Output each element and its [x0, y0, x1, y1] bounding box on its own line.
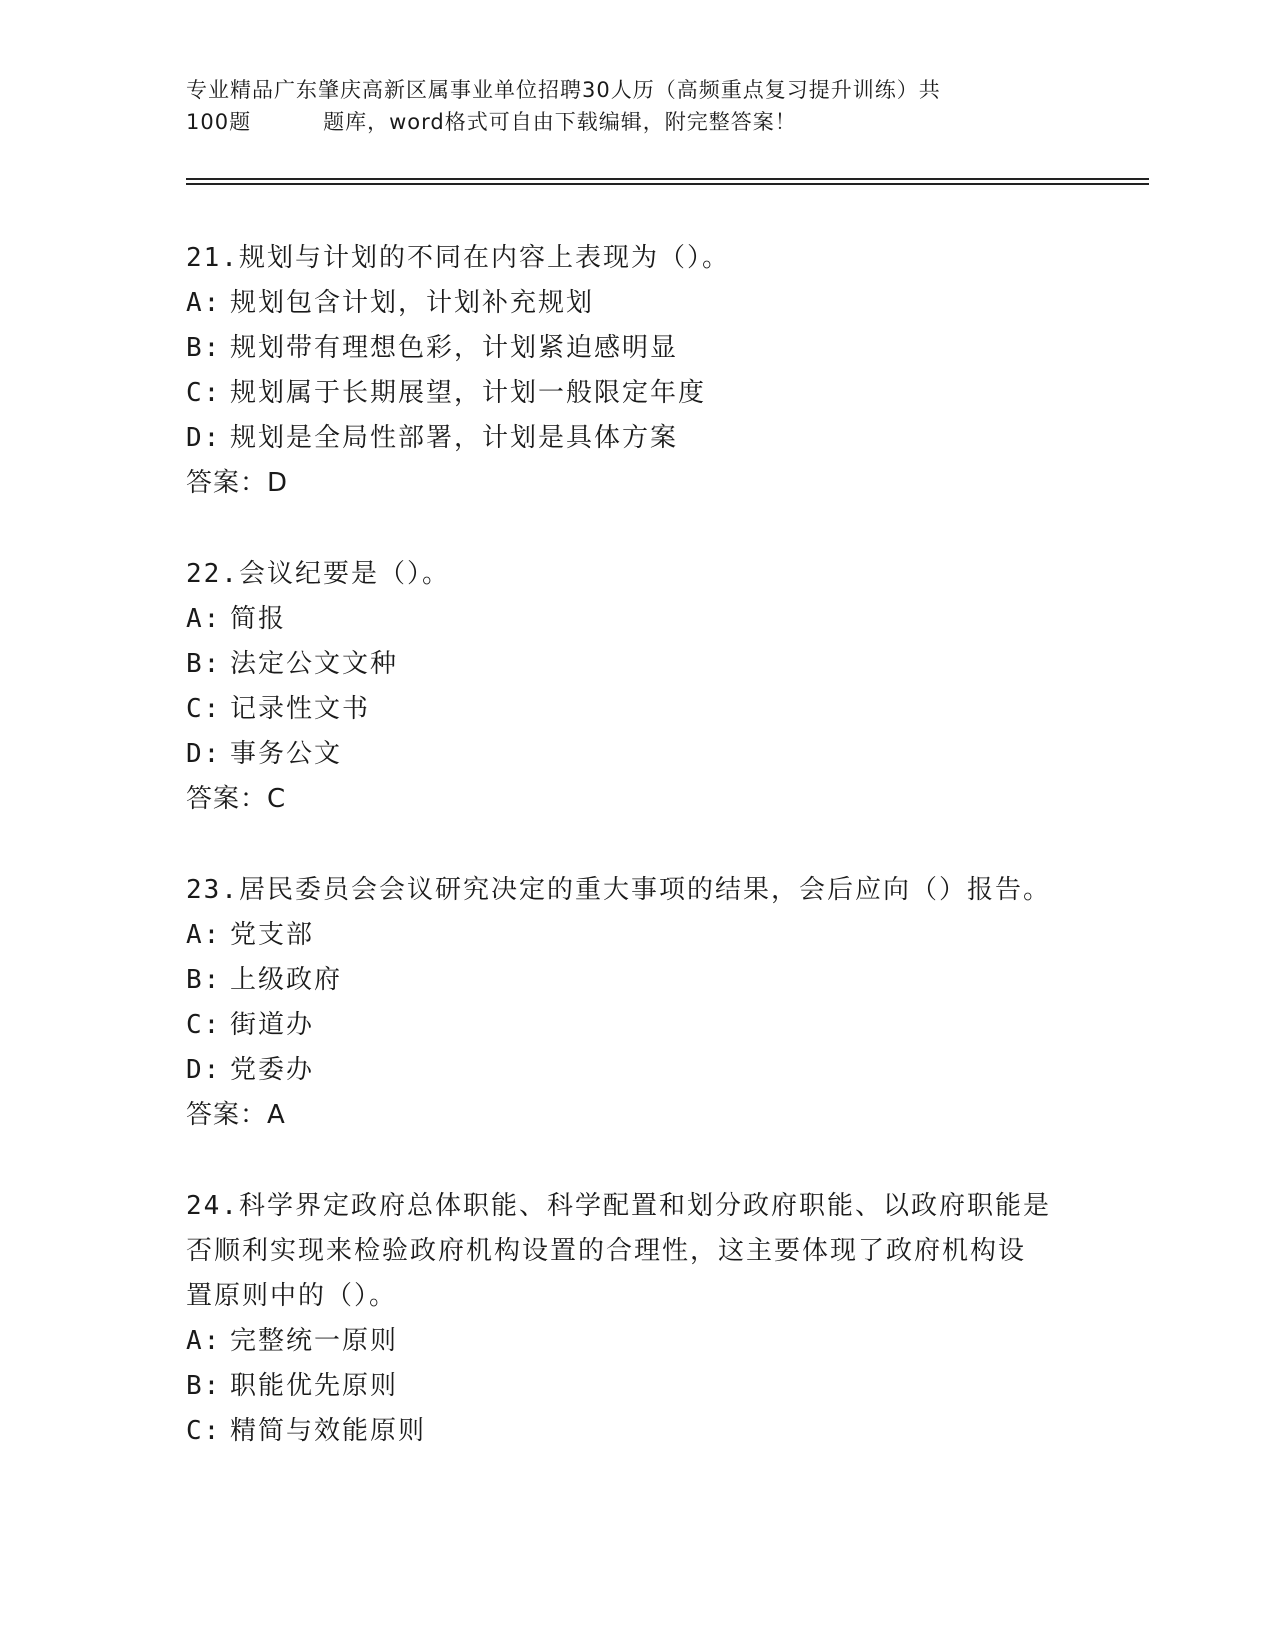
header-count: 100题: [186, 110, 252, 134]
header-divider-top: [186, 178, 1149, 180]
question-text-line-3: 置原则中的（）。: [186, 1281, 398, 1311]
question-text-line-2: 否顺利实现来检验政府机构设置的合理性，这主要体现了政府机构设: [186, 1236, 1027, 1266]
header-description: 题库，word格式可自由下载编辑，附完整答案！: [323, 110, 797, 134]
option-a: [186, 1319, 1086, 1364]
option-text: 党委办: [230, 1055, 315, 1085]
question-number: 23.: [186, 875, 239, 905]
option-letter: C:: [186, 378, 222, 408]
option-letter: C:: [186, 1010, 222, 1040]
option-b: [186, 958, 1086, 1003]
option-letter: D:: [186, 423, 222, 453]
option-letter: D:: [186, 739, 222, 769]
question-number: 24.: [186, 1191, 239, 1221]
header-divider-bottom: [186, 183, 1149, 185]
option-text: 简报: [230, 604, 287, 634]
option-text: 上级政府: [230, 965, 343, 995]
option-letter: B:: [186, 649, 222, 679]
question-list: [186, 236, 1086, 1500]
answer-line: 答案：C: [186, 784, 287, 814]
question-number: 22.: [186, 559, 239, 589]
option-text: 记录性文书: [230, 694, 371, 724]
question-text: 会议纪要是（）。: [238, 559, 450, 589]
option-letter: B:: [186, 1371, 222, 1401]
question-23: [186, 868, 1086, 1138]
option-text: 规划带有理想色彩，计划紧迫感明显: [230, 333, 679, 363]
option-a: [186, 597, 1086, 642]
option-letter: B:: [186, 965, 222, 995]
document-header: [186, 74, 1146, 138]
question-stem: [186, 1184, 1086, 1229]
option-text: 街道办: [230, 1010, 315, 1040]
question-stem: [186, 868, 1086, 913]
header-line-1: 专业精品广东肇庆高新区属事业单位招聘30人历（高频重点复习提升训练）共: [186, 78, 941, 102]
question-text-line-1: 科学界定政府总体职能、科学配置和划分政府职能、以政府职能是: [238, 1191, 1051, 1221]
option-letter: A:: [186, 288, 222, 318]
option-a: [186, 281, 1086, 326]
option-b: [186, 326, 1086, 371]
option-text: 党支部: [230, 920, 315, 950]
question-number: 21.: [186, 243, 239, 273]
answer-line: 答案：A: [186, 1100, 286, 1130]
option-c: [186, 371, 1086, 416]
question-text: 规划与计划的不同在内容上表现为（）。: [238, 243, 730, 273]
option-d: [186, 1048, 1086, 1093]
header-line-2: [186, 106, 1146, 138]
option-d: [186, 416, 1086, 461]
option-text: 职能优先原则: [230, 1371, 399, 1401]
question-stem: [186, 236, 1086, 281]
option-letter: B:: [186, 333, 222, 363]
question-text: 居民委员会会议研究决定的重大事项的结果，会后应向（）报告。: [238, 875, 1051, 905]
option-a: [186, 913, 1086, 958]
option-text: 规划包含计划，计划补充规划: [230, 288, 595, 318]
question-22: [186, 552, 1086, 822]
answer-line: 答案：D: [186, 468, 289, 498]
option-text: 事务公文: [230, 739, 343, 769]
option-d: [186, 732, 1086, 777]
option-text: 规划属于长期展望，计划一般限定年度: [230, 378, 707, 408]
option-text: 精简与效能原则: [230, 1416, 427, 1446]
option-b: [186, 642, 1086, 687]
question-24: [186, 1184, 1086, 1454]
option-c: [186, 1409, 1086, 1454]
option-text: 法定公文文种: [230, 649, 399, 679]
option-letter: A:: [186, 1326, 222, 1356]
option-letter: A:: [186, 920, 222, 950]
option-text: 规划是全局性部署，计划是具体方案: [230, 423, 679, 453]
question-stem: [186, 552, 1086, 597]
option-letter: D:: [186, 1055, 222, 1085]
option-letter: A:: [186, 604, 222, 634]
option-c: [186, 1003, 1086, 1048]
option-b: [186, 1364, 1086, 1409]
question-21: [186, 236, 1086, 506]
option-text: 完整统一原则: [230, 1326, 399, 1356]
option-c: [186, 687, 1086, 732]
option-letter: C:: [186, 694, 222, 724]
option-letter: C:: [186, 1416, 222, 1446]
